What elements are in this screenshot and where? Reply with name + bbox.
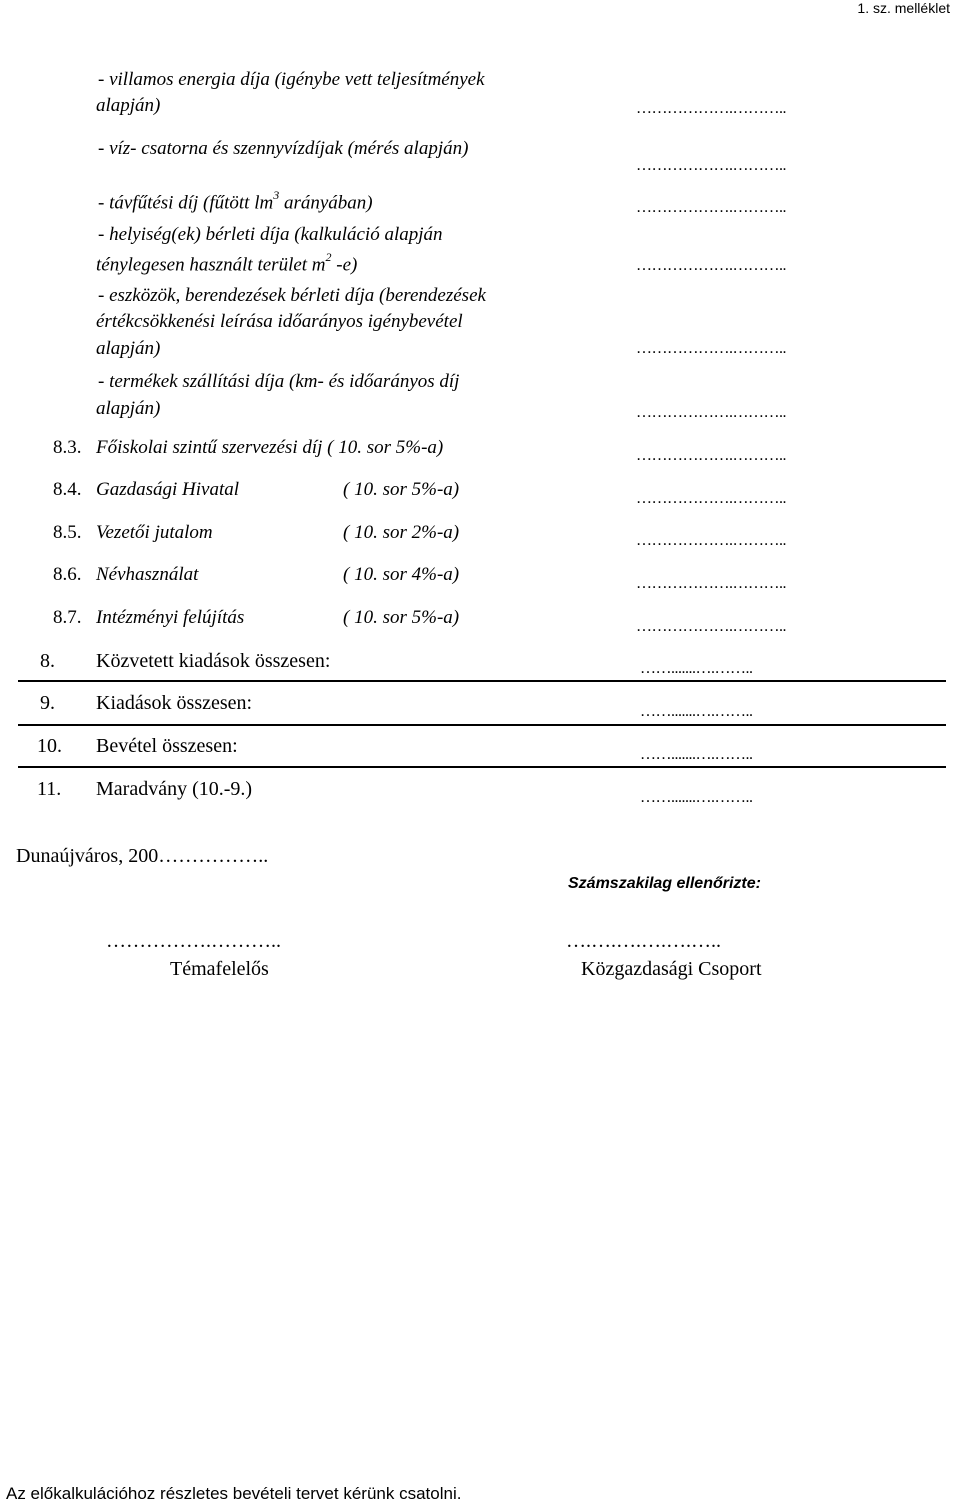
- subitem-reference: ( 10. sor 4%-a): [343, 564, 460, 585]
- total-label: Bevétel összesen:: [96, 735, 238, 757]
- place-date: Dunaújváros, 200……………..: [16, 845, 269, 867]
- total-label: Közvetett kiadások összesen:: [96, 650, 331, 672]
- subitem-number: 8.4.: [53, 479, 82, 500]
- total-label: Maradvány (10.-9.): [96, 778, 253, 800]
- subitem-number: 8.5.: [53, 522, 82, 543]
- subitem-number: 8.3.: [53, 437, 82, 458]
- dotted-blank: ……………….………..: [636, 490, 786, 507]
- dotted-blank: ……………….………..: [636, 199, 786, 216]
- dotted-blank: ……………….………..: [636, 532, 786, 549]
- divider-line: [18, 680, 946, 682]
- dotted-blank: ……………….………..: [636, 340, 786, 357]
- dotted-blank: ……………….………..: [636, 575, 786, 592]
- total-number: 10.: [37, 735, 62, 757]
- footer-note: Az előkalkulációhoz részletes bevételi tervet kérünk csatolni.: [6, 1484, 462, 1503]
- dotted-blank: …….......….……..: [640, 789, 753, 806]
- signature-title: Témafelelős: [170, 958, 269, 980]
- item-text: ténylegesen használt terület $m^2$ -e): [96, 250, 358, 276]
- signature-title: Közgazdasági Csoport: [581, 958, 762, 980]
- divider-line: [18, 724, 946, 726]
- dotted-blank: ……………….………..: [636, 447, 786, 464]
- total-number: 9.: [40, 692, 55, 714]
- subitem-number: 8.7.: [53, 607, 82, 628]
- signature-line: ….….….….….…..: [566, 930, 721, 952]
- item-text: - helyiség(ek) bérleti díja (kalkuláció alapján: [98, 224, 443, 245]
- dotted-blank: ……………….………..: [636, 618, 786, 635]
- annex-label: 1. sz. melléklet: [857, 0, 950, 16]
- item-text: alapján): [96, 338, 161, 359]
- item-text: - villamos energia díja (igénybe vett teljesítmények: [98, 69, 485, 90]
- total-number: 11.: [37, 778, 62, 800]
- item-text: alapján): [96, 398, 161, 419]
- dotted-blank: …….......….……..: [640, 660, 753, 677]
- dotted-blank: ……………….………..: [636, 257, 786, 274]
- dotted-blank: ……………….………..: [636, 100, 786, 117]
- subitem-reference: ( 10. sor 5%-a): [343, 607, 460, 628]
- item-text: - termékek szállítási díja (km- és időarányos díj: [98, 371, 460, 392]
- item-text: - távfűtési díj (fűtött $lm^3$ arányában): [98, 188, 373, 214]
- dotted-blank: ……………….………..: [636, 157, 786, 174]
- subitem-label: Főiskolai szintű szervezési díj ( 10. sor 5%-a): [96, 437, 444, 458]
- item-text: - eszközök, berendezések bérleti díja (berendezések: [98, 285, 486, 306]
- subitem-reference: ( 10. sor 5%-a): [343, 479, 460, 500]
- signature-line: …………….………..: [106, 930, 281, 952]
- total-number: 8.: [40, 650, 55, 672]
- subitem-label: Gazdasági Hivatal: [96, 479, 240, 500]
- subitem-label: Vezetői jutalom: [96, 522, 213, 543]
- divider-line: [18, 766, 946, 768]
- subitem-reference: ( 10. sor 2%-a): [343, 522, 460, 543]
- item-text: értékcsökkenési leírása időarányos igénybevétel: [96, 311, 463, 332]
- subitem-number: 8.6.: [53, 564, 82, 585]
- dotted-blank: ……………….………..: [636, 404, 786, 421]
- subitem-label: Intézményi felújítás: [96, 607, 245, 628]
- subitem-label: Névhasználat: [96, 564, 199, 585]
- total-label: Kiadások összesen:: [96, 692, 253, 714]
- dotted-blank: …….......….……..: [640, 703, 753, 720]
- item-text: alapján): [96, 95, 161, 116]
- item-text: - víz- csatorna és szennyvízdíjak (mérés alapján): [98, 138, 469, 159]
- checked-by-label: Számszakilag ellenőrizte:: [568, 875, 761, 892]
- dotted-blank: …….......….……..: [640, 746, 753, 763]
